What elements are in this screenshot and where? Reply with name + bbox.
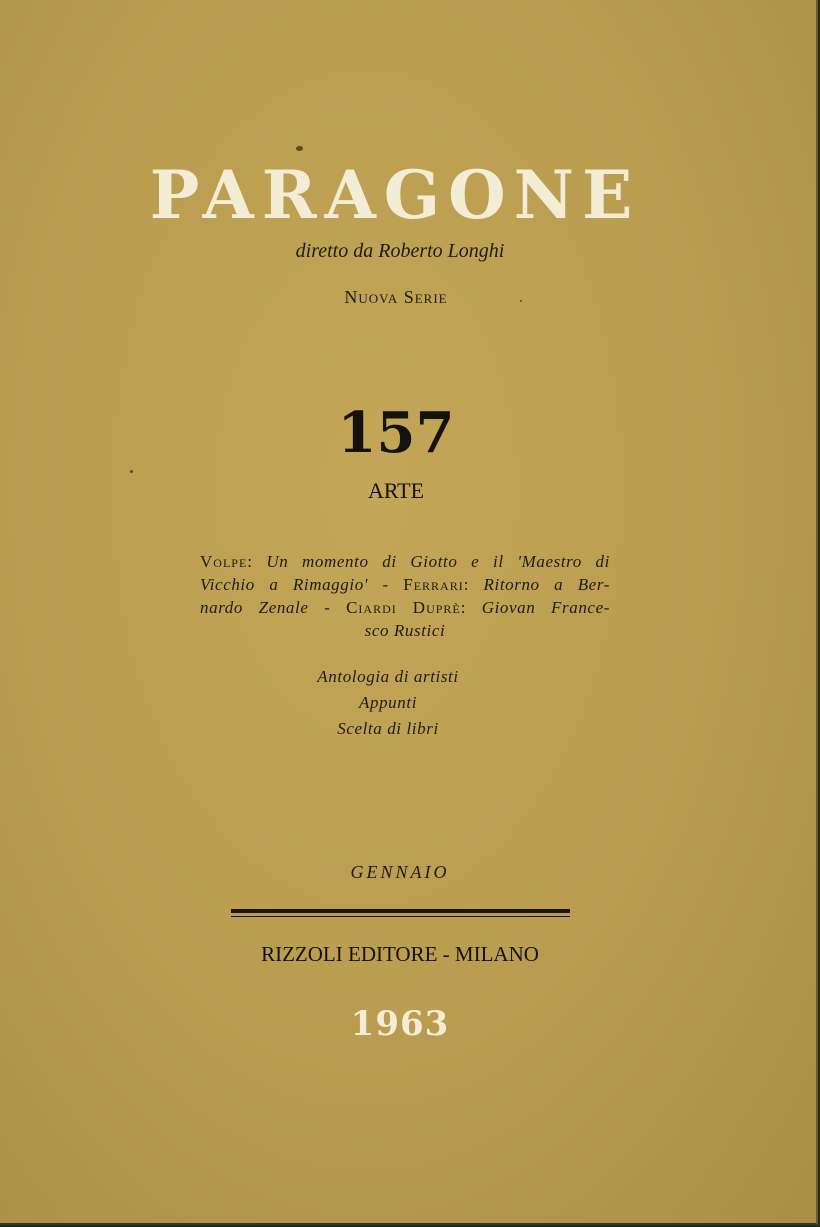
- contents-line: [200, 596, 610, 619]
- issue-month: GENNAIO: [350, 862, 450, 882]
- contents-line: [200, 619, 610, 642]
- article-title: sco Rustici: [364, 621, 446, 640]
- issue-number: 157: [337, 400, 455, 466]
- rubric-item: Antologia di artisti: [317, 667, 459, 686]
- series-label: Nuova Serie: [344, 287, 448, 307]
- article-title: Un momento di Giotto e il 'Maestro di: [266, 552, 610, 571]
- author-name: Ferrari: [403, 575, 464, 594]
- double-rule-thin: [231, 916, 570, 917]
- article-title: Ritorno a Ber-: [483, 575, 610, 594]
- separator: :: [460, 598, 482, 617]
- table-of-contents: [200, 550, 610, 642]
- author-name: Volpe: [200, 552, 248, 571]
- rubric-item: Scelta di libri: [337, 719, 439, 738]
- article-title: nardo Zenale: [200, 598, 309, 617]
- rubrics-list: [0, 664, 776, 742]
- author-name: Ciardi Duprè: [346, 598, 461, 617]
- ink-speck: [130, 470, 133, 473]
- magazine-title: PARAGONE: [149, 156, 641, 234]
- separator: :: [247, 552, 267, 571]
- separator: -: [368, 575, 404, 594]
- director-line: diretto da Roberto Longhi: [295, 240, 505, 262]
- article-title: Giovan France-: [481, 598, 610, 617]
- article-title: Vicchio a Rimaggio': [200, 575, 369, 594]
- double-rule-thick: [231, 909, 570, 913]
- contents-line: [200, 573, 610, 596]
- separator: :: [463, 575, 484, 594]
- issue-year: 1963: [350, 1004, 450, 1044]
- publisher-line: RIZZOLI EDITORE - MILANO: [261, 942, 539, 966]
- ink-speck: [296, 146, 303, 151]
- section-label: ARTE: [367, 478, 425, 503]
- contents-line: [200, 550, 610, 573]
- separator: -: [308, 598, 347, 617]
- rubric-item: Appunti: [358, 693, 418, 712]
